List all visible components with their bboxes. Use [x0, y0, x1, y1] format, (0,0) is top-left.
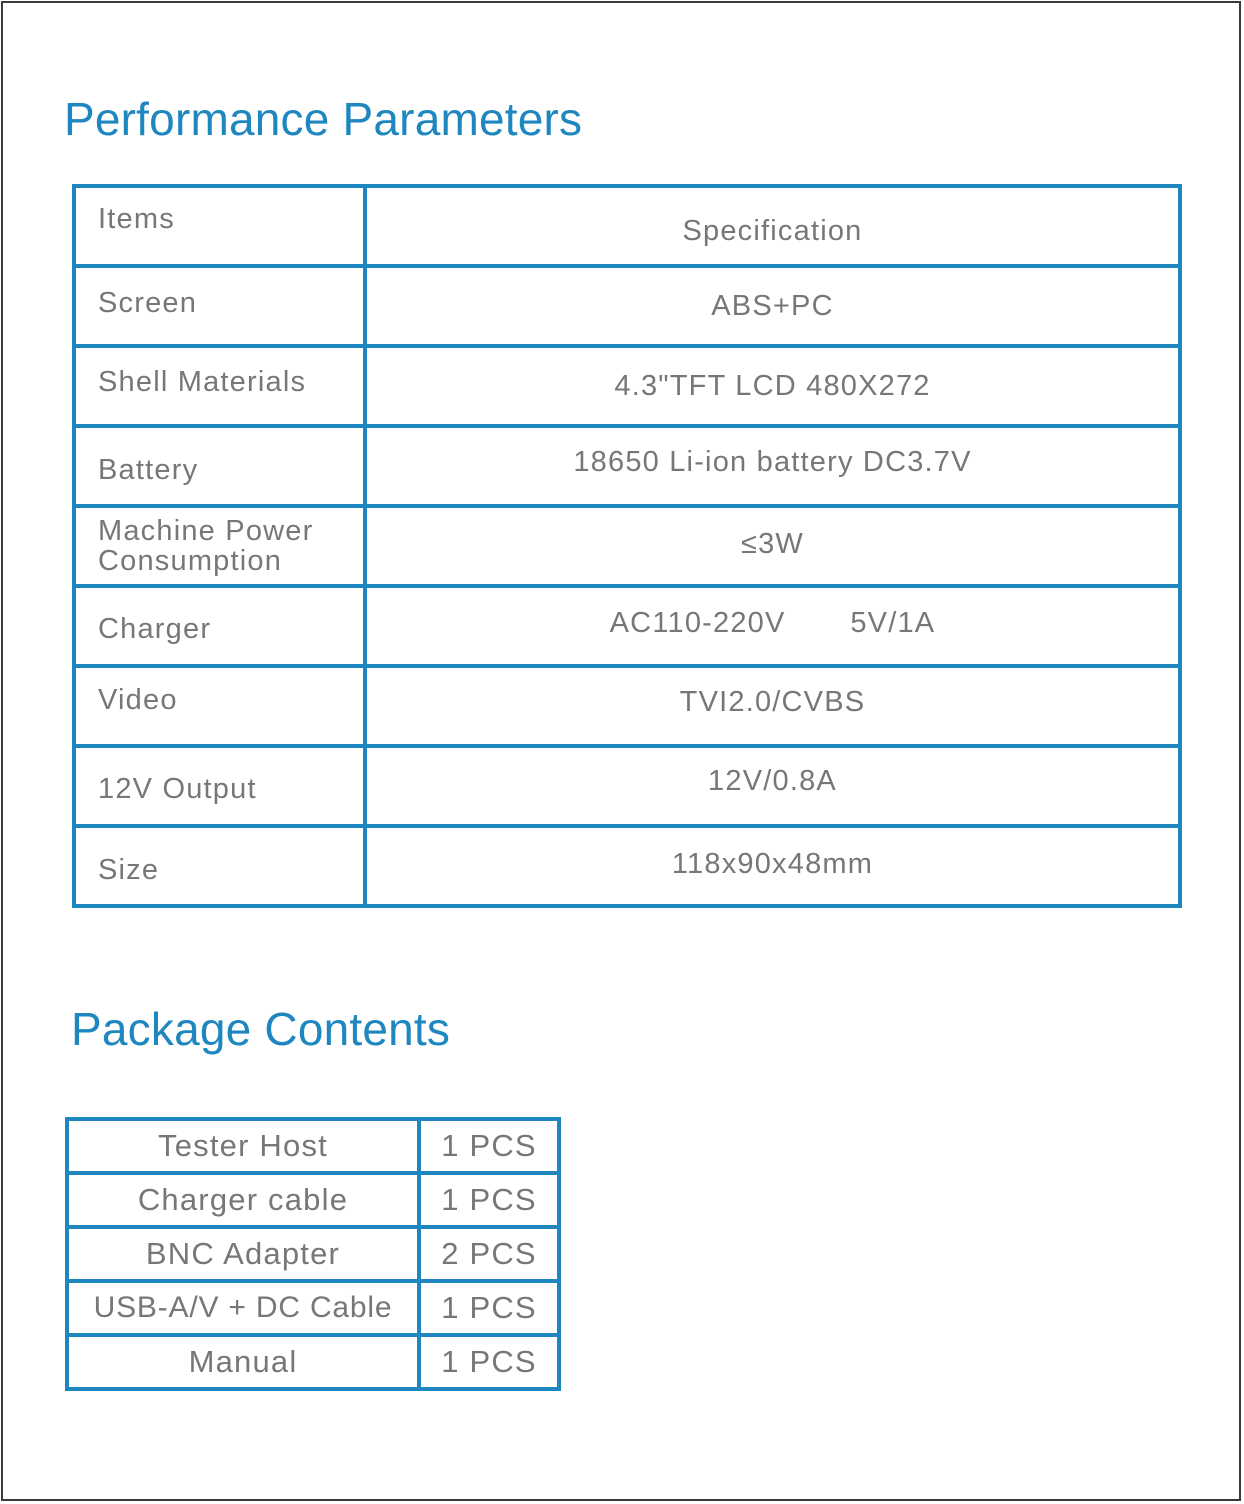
table-row — [74, 586, 1180, 666]
row-spec: ≤3W — [365, 506, 1180, 586]
row-item: Size — [74, 826, 365, 906]
header-specification: Specification — [365, 186, 1180, 266]
table-row — [74, 346, 1180, 426]
row-spec: TVI2.0/CVBS — [365, 666, 1180, 746]
performance-parameters-title: Performance Parameters — [64, 93, 583, 145]
table-row — [67, 1173, 559, 1227]
row-spec: 18650 Li-ion battery DC3.7V — [365, 426, 1180, 506]
row-item: Video — [74, 666, 365, 746]
table-row — [74, 266, 1180, 346]
table-row — [67, 1281, 559, 1335]
table-row — [74, 746, 1180, 826]
table-row — [74, 666, 1180, 746]
package-item-name: Charger cable — [67, 1173, 419, 1227]
package-contents-table — [65, 1117, 561, 1391]
package-item-name: BNC Adapter — [67, 1227, 419, 1281]
row-item: Machine Power Consumption — [74, 506, 365, 586]
package-item-qty: 1 PCS — [419, 1281, 559, 1335]
table-row — [67, 1119, 559, 1173]
row-spec: 4.3"TFT LCD 480X272 — [365, 346, 1180, 426]
table-row — [74, 506, 1180, 586]
row-item: Screen — [74, 266, 365, 346]
row-spec: ABS+PC — [365, 266, 1180, 346]
package-item-qty: 1 PCS — [419, 1119, 559, 1173]
package-item-qty: 1 PCS — [419, 1335, 559, 1389]
table-row — [67, 1335, 559, 1389]
package-item-name: USB-A/V + DC Cable — [67, 1281, 419, 1335]
row-spec: 118x90x48mm — [365, 826, 1180, 906]
package-contents-title: Package Contents — [71, 1003, 451, 1055]
row-item: 12V Output — [74, 746, 365, 826]
row-spec: 12V/0.8A — [365, 746, 1180, 826]
package-item-qty: 2 PCS — [419, 1227, 559, 1281]
row-item: Charger — [74, 586, 365, 666]
table-row — [67, 1227, 559, 1281]
table-row — [74, 426, 1180, 506]
row-item: Battery — [74, 426, 365, 506]
performance-parameters-table — [72, 184, 1182, 908]
table-header-row — [74, 186, 1180, 266]
package-item-qty: 1 PCS — [419, 1173, 559, 1227]
package-item-name: Tester Host — [67, 1119, 419, 1173]
row-item: Shell Materials — [74, 346, 365, 426]
package-item-name: Manual — [67, 1335, 419, 1389]
row-spec: AC110-220V 5V/1A — [365, 586, 1180, 666]
header-items: Items — [74, 186, 365, 266]
table-row — [74, 826, 1180, 906]
